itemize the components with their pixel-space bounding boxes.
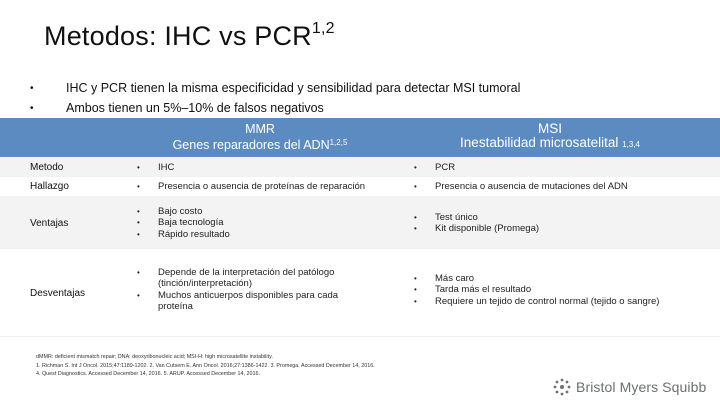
cell-text: Requiere un tejido de control normal (tejido o sangre) xyxy=(435,295,660,307)
cell-mmr xyxy=(137,206,387,240)
header-msi xyxy=(420,122,680,152)
bullet-icon: • xyxy=(414,224,417,234)
header-msi-subtitle: Inestabilidad microsatelital xyxy=(460,135,619,150)
cell-text: Rápido resultado xyxy=(158,228,230,240)
cell-msi xyxy=(414,273,704,307)
cell-text: Presencia o ausencia de proteínas de reparación xyxy=(158,181,366,192)
row-label: Ventajas xyxy=(30,218,69,229)
bullet-icon: • xyxy=(414,274,417,283)
cell-text: IHC xyxy=(158,162,175,173)
row-label: Metodo xyxy=(30,162,64,173)
cell-text: Tarda más el resultado xyxy=(435,284,532,296)
summary-bullets xyxy=(30,78,520,118)
cell-msi xyxy=(414,162,704,173)
title-text: Metodos: IHC vs PCR xyxy=(44,21,312,51)
header-mmr-title: MMR xyxy=(245,122,275,136)
cell-text: Presencia o ausencia de mutaciones del ADN xyxy=(435,181,628,192)
list-item xyxy=(137,229,387,240)
bullet-icon: • xyxy=(137,163,140,172)
cell-text: Más caro xyxy=(435,273,475,284)
list-item xyxy=(137,181,387,192)
row-label: Hallazgo xyxy=(30,181,69,192)
bullet-icon: • xyxy=(414,213,417,222)
list-item xyxy=(414,273,704,284)
row-label: Desventajas xyxy=(30,288,86,299)
bullet-icon: • xyxy=(137,290,140,300)
cell-text: Test único xyxy=(435,212,478,223)
bullet-icon: • xyxy=(414,182,417,191)
bullet-icon: • xyxy=(137,207,140,216)
list-item xyxy=(137,162,387,173)
list-item xyxy=(414,181,704,192)
company-logo xyxy=(552,377,706,397)
bullet-icon: • xyxy=(414,296,417,306)
cell-mmr xyxy=(137,181,387,192)
bullet-icon: • xyxy=(30,102,34,114)
bullet-icon: • xyxy=(137,218,140,228)
list-item xyxy=(137,267,372,290)
table-header xyxy=(0,118,720,157)
list-item xyxy=(137,206,387,217)
footnotes xyxy=(36,353,496,379)
comparison-table xyxy=(0,157,720,337)
header-mmr xyxy=(130,122,390,152)
logo-text: Bristol Myers Squibb xyxy=(576,379,707,395)
cell-mmr xyxy=(137,162,387,173)
header-msi-ref: 1,3,4 xyxy=(622,140,640,149)
footnote-abbreviations: dMMR: deficient mismatch repair; DNA: deoxyribonucleic acid; MSI-H: high microsatellite instability. xyxy=(36,354,273,360)
bms-logo-icon xyxy=(552,377,572,397)
footnote-references: 1. Richman S. Int J Oncol. 2015;47:1189-1202. 2. Van Cutsem E. Ann Oncol. 2016;27:1386-1422. 3. Promega. Accessed December 14, 2016. xyxy=(36,362,375,369)
bullet-icon: • xyxy=(137,268,140,277)
list-item xyxy=(414,284,704,295)
table-row-ventajas xyxy=(0,197,720,249)
header-msi-title: MSI xyxy=(537,121,562,136)
list-item xyxy=(414,223,704,234)
bullet-text: IHC y PCR tienen la misma especificidad y sensibilidad para detectar MSI tumoral xyxy=(66,81,521,95)
bullet-icon: • xyxy=(137,229,140,239)
table-row-desventajas xyxy=(0,249,720,337)
bullet-icon: • xyxy=(30,82,34,94)
bullet-text: Ambos tienen un 5%–10% de falsos negativos xyxy=(66,101,324,115)
cell-text: Baja tecnología xyxy=(158,217,224,229)
list-item xyxy=(414,162,704,173)
cell-text: Bajo costo xyxy=(158,206,203,217)
list-item xyxy=(137,290,372,313)
cell-text: Muchos anticuerpos disponibles para cada proteína xyxy=(158,289,339,313)
bullet-icon: • xyxy=(414,285,417,295)
cell-msi xyxy=(414,212,704,235)
bullet-icon: • xyxy=(414,163,417,172)
list-item xyxy=(137,217,387,228)
table-row-metodo xyxy=(0,157,720,177)
cell-text: Kit disponible (Promega) xyxy=(435,223,540,235)
list-item xyxy=(414,212,704,223)
cell-msi xyxy=(414,181,704,192)
footnote-references: 4. Quest Diagnostics. Accessed December 14, 2016. 5. ARUP. Accessed December 14, 2016. xyxy=(36,371,261,378)
header-mmr-ref: 1,2,5 xyxy=(329,138,348,147)
bullet-icon: • xyxy=(137,182,140,191)
bullet-item xyxy=(30,78,520,98)
table-row-hallazgo xyxy=(0,177,720,197)
cell-text: PCR xyxy=(435,162,456,173)
list-item xyxy=(414,296,704,307)
bullet-item xyxy=(30,98,520,118)
title-superscript: 1,2 xyxy=(311,20,335,37)
header-mmr-subtitle: Genes reparadores del ADN xyxy=(172,138,330,152)
cell-mmr xyxy=(137,267,372,313)
cell-text: Depende de la interpretación del patólogo (tinción/interpretación) xyxy=(158,267,335,290)
slide-title xyxy=(44,20,335,52)
